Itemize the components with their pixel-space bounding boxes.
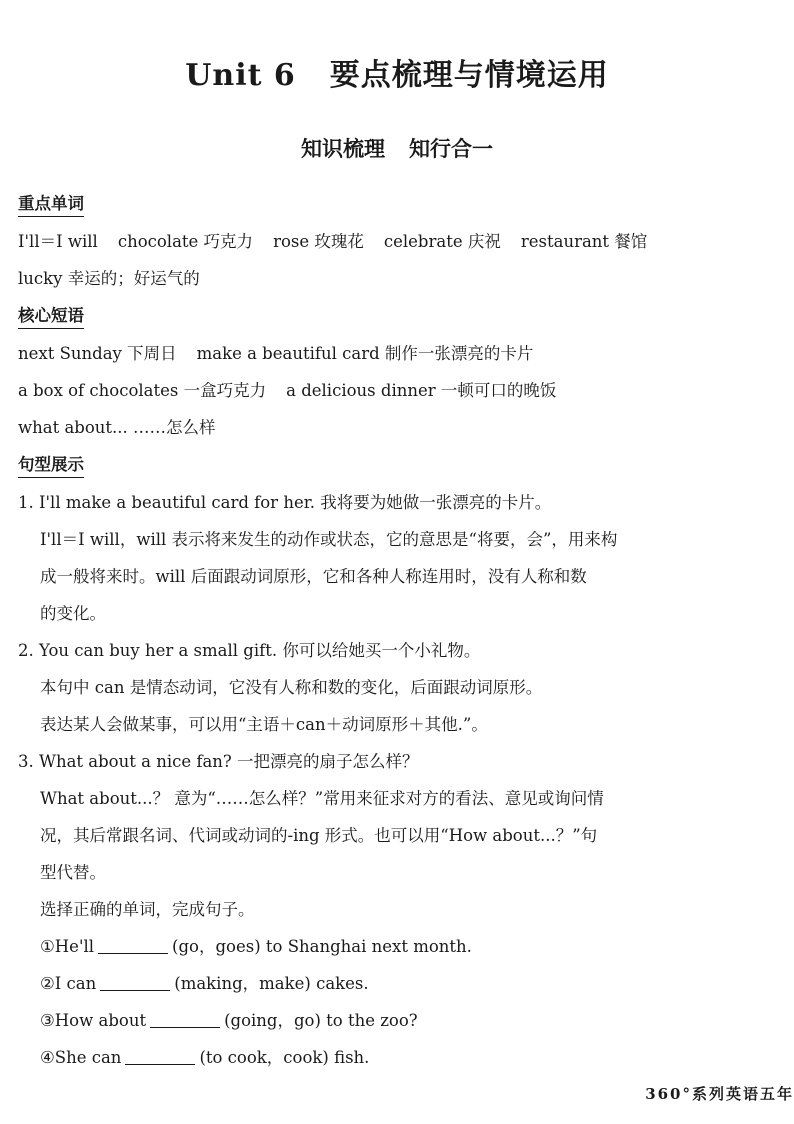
subtitle-part1: 知识梳理 — [301, 136, 385, 161]
words-heading-line — [18, 190, 778, 228]
phrase-item: make a beautiful card 制作一张漂亮的卡片 — [196, 344, 534, 363]
exercise-item — [18, 1044, 778, 1081]
exercise-item — [18, 970, 778, 1007]
phrase-item: what about... ……怎么样 — [18, 418, 216, 437]
phrase-item: a box of chocolates 一盒巧克力 — [18, 381, 267, 400]
page-title — [0, 50, 794, 94]
phrase-item: a delicious dinner 一顿可口的晚饭 — [286, 381, 557, 400]
word-item: celebrate 庆祝 — [383, 232, 501, 251]
exercise-options: (making，make) cakes. — [174, 974, 369, 993]
phrases-heading-line — [18, 302, 778, 340]
word-item: restaurant 餐馆 — [520, 232, 648, 251]
sentence-1-body: I'll＝I will，will 表示将来发生的动作或状态，它的意思是“将要，会”，用来构 — [40, 530, 618, 549]
sentence-2-body: 表达某人会做某事，可以用“主语＋can＋动词原形＋其他.”。 — [40, 715, 488, 734]
exercise-prompt: ④She can — [40, 1048, 122, 1067]
exercise-prompt: ①He'll — [40, 937, 95, 956]
unit-label: Unit 6 — [185, 58, 296, 93]
word-item: rose 玫瑰花 — [273, 232, 364, 251]
sentence-1-body: 成一般将来时。will 后面跟动词原形，它和各种人称连用时，没有人称和数 — [40, 567, 587, 586]
page-footer: 360°系列英语五年 — [645, 1085, 794, 1103]
exercise-options: (to cook，cook) fish. — [199, 1048, 370, 1067]
sentence-2-body: 本句中 can 是情态动词，它没有人称和数的变化，后面跟动词原形。 — [40, 678, 543, 697]
sentence-3-body: 型代替。 — [40, 863, 106, 882]
words-line-1 — [18, 228, 778, 265]
answer-blank[interactable] — [100, 972, 170, 991]
word-item: lucky 幸运的；好运气的 — [18, 269, 200, 288]
exercise-options: (going，go) to the zoo? — [224, 1011, 418, 1030]
content — [18, 190, 778, 1081]
sentence-1-body: 的变化。 — [40, 604, 106, 623]
phrases-heading: 核心短语 — [18, 305, 84, 329]
section-subtitle — [0, 133, 794, 163]
words-heading: 重点单词 — [18, 193, 84, 217]
sentences-heading: 句型展示 — [18, 454, 84, 478]
sentence-3-head: 3. What about a nice fan? 一把漂亮的扇子怎么样？ — [18, 752, 419, 771]
sentence-3-body: 况，其后常跟名词、代词或动词的-ing 形式。也可以用“How about...？”句 — [40, 826, 598, 845]
exercise-prompt: ②I can — [40, 974, 97, 993]
sentence-2-head: 2. You can buy her a small gift. 你可以给她买一个小礼物。 — [18, 641, 481, 660]
answer-blank[interactable] — [98, 935, 168, 954]
phrases-line-3 — [18, 414, 778, 451]
exercise-item — [18, 1007, 778, 1044]
exercise-prompt: ③How about — [40, 1011, 147, 1030]
exercise-item — [18, 933, 778, 970]
sentence-1-head: 1. I'll make a beautiful card for her. 我将要为她做一张漂亮的卡片。 — [18, 493, 552, 512]
subtitle-part2: 知行合一 — [409, 136, 493, 161]
phrases-line-2 — [18, 377, 778, 414]
answer-blank[interactable] — [150, 1009, 220, 1028]
answer-blank[interactable] — [125, 1046, 195, 1065]
word-item: I'll＝I will — [18, 232, 98, 251]
exercise-instruction: 选择正确的单词，完成句子。 — [40, 900, 255, 919]
phrases-line-1 — [18, 340, 778, 377]
exercise-options: (go，goes) to Shanghai next month. — [172, 937, 472, 956]
title-main: 要点梳理与情境运用 — [329, 58, 609, 93]
word-item: chocolate 巧克力 — [117, 232, 254, 251]
phrase-item: next Sunday 下周日 — [18, 344, 177, 363]
words-line-2 — [18, 265, 778, 302]
sentences-heading-line — [18, 451, 778, 489]
sentence-3-body: What about...？ 意为“……怎么样？”常用来征求对方的看法、意见或询问情 — [40, 789, 604, 808]
